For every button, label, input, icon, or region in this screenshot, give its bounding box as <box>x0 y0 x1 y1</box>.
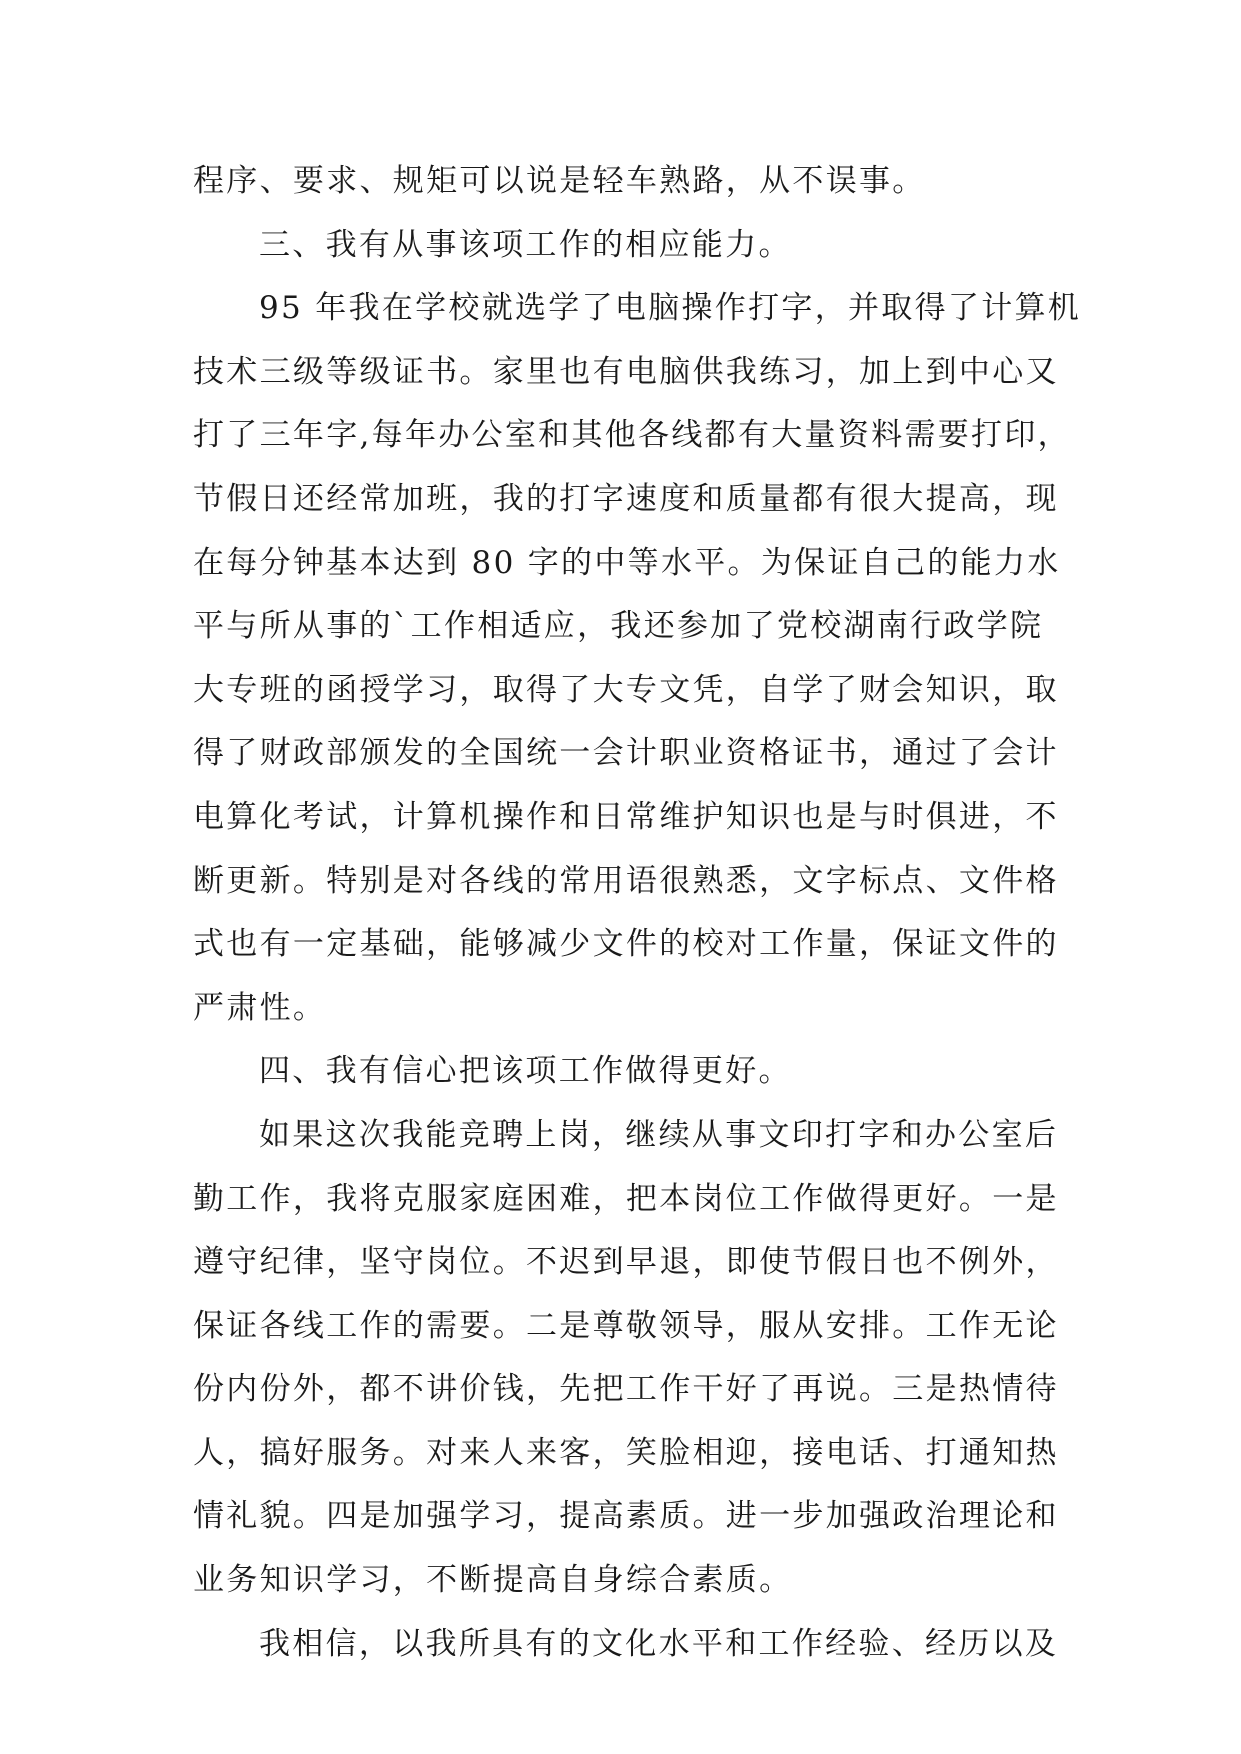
text-line: 遵守纪律，坚守岗位。不迟到早退，即使节假日也不例外， <box>193 1244 1059 1281</box>
body-text <box>193 150 1082 1676</box>
text-line: 我相信，以我所具有的文化水平和工作经验、经历以及 <box>259 1625 1059 1662</box>
text-line: 得了财政部颁发的全国统一会计职业资格证书，通过了会计 <box>193 735 1059 772</box>
text-line: 技术三级等级证书。家里也有电脑供我练习，加上到中心又 <box>193 353 1059 390</box>
text-line: 大专班的函授学习，取得了大专文凭，自学了财会知识，取 <box>193 671 1059 708</box>
text-line: 式也有一定基础，能够减少文件的校对工作量，保证文件的 <box>193 926 1059 963</box>
text-line: 如果这次我能竞聘上岗，继续从事文印打字和办公室后 <box>259 1116 1059 1153</box>
section-heading-4: 四、我有信心把该项工作做得更好。 <box>259 1053 792 1090</box>
text-line: 打了三年字,每年办公室和其他各线都有大量资料需要打印， <box>193 417 1071 454</box>
text-line: 情礼貌。四是加强学习，提高素质。进一步加强政治理论和 <box>193 1498 1059 1535</box>
text-line: 勤工作，我将克服家庭困难，把本岗位工作做得更好。一是 <box>193 1180 1059 1217</box>
text-line: 平与所从事的`工作相适应，我还参加了党校湖南行政学院 <box>193 608 1044 645</box>
text-line: 业务知识学习，不断提高自身综合素质。 <box>193 1562 793 1599</box>
text-line: 保证各线工作的需要。二是尊敬领导，服从安排。工作无论 <box>193 1307 1059 1344</box>
text-line: 断更新。特别是对各线的常用语很熟悉，文字标点、文件格 <box>193 862 1059 899</box>
text-line: 电算化考试，计算机操作和日常维护知识也是与时俱进，不 <box>193 798 1059 835</box>
text-line: 份内份外，都不讲价钱，先把工作干好了再说。三是热情待 <box>193 1371 1059 1408</box>
section-heading-3: 三、我有从事该项工作的相应能力。 <box>259 226 792 263</box>
text-line: 人，搞好服务。对来人来客，笑脸相迎，接电话、打通知热 <box>193 1434 1059 1471</box>
text-line: 程序、要求、规矩可以说是轻车熟路，从不误事。 <box>193 163 926 199</box>
text-line: 95 年我在学校就选学了电脑操作打字，并取得了计算机 <box>259 290 1082 327</box>
text-line: 严肃性。 <box>193 989 327 1026</box>
text-line: 在每分钟基本达到 80 字的中等水平。为保证自己的能力水 <box>193 544 1061 581</box>
text-line: 节假日还经常加班，我的打字速度和质量都有很大提高，现 <box>193 480 1059 517</box>
